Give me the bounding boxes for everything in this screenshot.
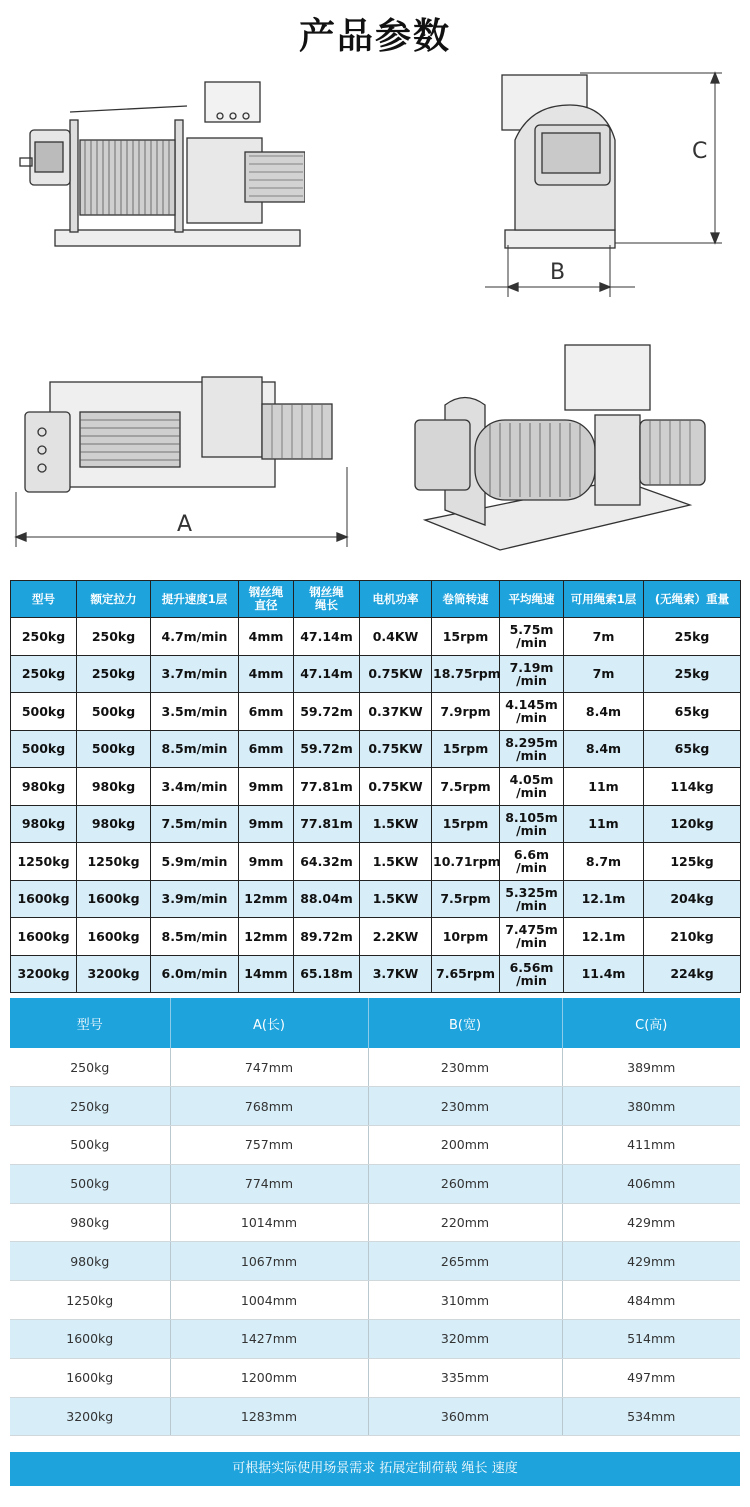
spec-table-cell: 500kg	[77, 730, 151, 768]
spec-table-cell: 500kg	[11, 693, 77, 731]
spec-table-cell: 250kg	[77, 618, 151, 656]
spec-table-cell: 18.75rpm	[432, 655, 500, 693]
spec-header-cell: 卷筒转速	[432, 581, 500, 618]
dimensions-table-row	[10, 1320, 740, 1359]
dimensions-table-row	[10, 1048, 740, 1087]
spec-table-cell: 8.295m /min	[500, 730, 564, 768]
spec-table-cell: 7.9rpm	[432, 693, 500, 731]
dimensions-table-cell: 1200mm	[170, 1358, 368, 1397]
spec-table-cell: 11m	[564, 805, 644, 843]
dimensions-table-cell: 1600kg	[10, 1358, 170, 1397]
spec-header-cell: (无绳索）重量	[644, 581, 741, 618]
dimensions-table-cell: 3200kg	[10, 1397, 170, 1436]
spec-table-cell: 980kg	[77, 768, 151, 806]
winch-isometric-view-drawing	[405, 335, 740, 565]
dimensions-table-row	[10, 1242, 740, 1281]
spec-table-cell: 0.75KW	[360, 768, 432, 806]
spec-table-cell: 1250kg	[11, 843, 77, 881]
spec-table-cell: 0.75KW	[360, 655, 432, 693]
spec-table-cell: 6mm	[239, 730, 294, 768]
spec-table-cell: 2.2KW	[360, 918, 432, 956]
dimensions-table-cell: 757mm	[170, 1126, 368, 1165]
spec-table-cell: 8.5m/min	[151, 918, 239, 956]
spec-table-cell: 1600kg	[77, 918, 151, 956]
spec-table-cell: 1600kg	[77, 880, 151, 918]
spec-table-cell: 12mm	[239, 880, 294, 918]
spec-table-cell: 88.04m	[294, 880, 360, 918]
spec-table-cell: 8.7m	[564, 843, 644, 881]
spec-table-cell: 7.5rpm	[432, 880, 500, 918]
dimensions-table-cell: 260mm	[368, 1164, 562, 1203]
spec-table-cell: 210kg	[644, 918, 741, 956]
spec-table-cell: 3.7m/min	[151, 655, 239, 693]
spec-table-cell: 7.475m /min	[500, 918, 564, 956]
spec-header-cell: 额定拉力	[77, 581, 151, 618]
spec-table-cell: 4.05m /min	[500, 768, 564, 806]
spec-table-cell: 0.4KW	[360, 618, 432, 656]
dimensions-table-cell: 500kg	[10, 1126, 170, 1165]
dimensions-table-cell: 310mm	[368, 1281, 562, 1320]
spec-table-cell: 8.4m	[564, 730, 644, 768]
spec-table-cell: 125kg	[644, 843, 741, 881]
spec-table-cell: 250kg	[11, 655, 77, 693]
dimensions-table-cell: 1014mm	[170, 1203, 368, 1242]
dimensions-table-cell: 411mm	[562, 1126, 740, 1165]
spec-table-cell: 12.1m	[564, 880, 644, 918]
spec-table-row	[11, 693, 741, 731]
spec-table-row	[11, 730, 741, 768]
spec-table-cell: 1.5KW	[360, 805, 432, 843]
spec-table-cell: 11.4m	[564, 955, 644, 993]
spec-table-cell: 9mm	[239, 768, 294, 806]
spec-table-row	[11, 880, 741, 918]
dimensions-table-cell: 230mm	[368, 1087, 562, 1126]
spec-table-cell: 14mm	[239, 955, 294, 993]
spec-table-cell: 500kg	[11, 730, 77, 768]
spec-table-cell: 5.75m /min	[500, 618, 564, 656]
dimensions-table-row	[10, 1126, 740, 1165]
spec-table-cell: 224kg	[644, 955, 741, 993]
dimensions-table-cell: 514mm	[562, 1320, 740, 1359]
spec-table-cell: 4.7m/min	[151, 618, 239, 656]
dimensions-table-cell: 768mm	[170, 1087, 368, 1126]
dimensions-table-cell: 380mm	[562, 1087, 740, 1126]
spec-header-cell: 钢丝绳 绳长	[294, 581, 360, 618]
spec-table-cell: 8.5m/min	[151, 730, 239, 768]
spec-table-cell: 204kg	[644, 880, 741, 918]
spec-table-cell: 0.37KW	[360, 693, 432, 731]
spec-table-cell: 59.72m	[294, 693, 360, 731]
spec-table	[10, 580, 741, 993]
dimensions-table-cell: 429mm	[562, 1242, 740, 1281]
dims-header-cell: A(长)	[170, 998, 368, 1048]
dimensions-table-cell: 429mm	[562, 1203, 740, 1242]
spec-table-cell: 8.4m	[564, 693, 644, 731]
spec-table-cell: 114kg	[644, 768, 741, 806]
dimensions-table-cell: 200mm	[368, 1126, 562, 1165]
spec-table-header-row	[11, 581, 741, 618]
dimensions-table-cell: 1250kg	[10, 1281, 170, 1320]
spec-table-row	[11, 655, 741, 693]
spec-table-cell: 15rpm	[432, 730, 500, 768]
spec-table-cell: 8.105m /min	[500, 805, 564, 843]
spec-table-cell: 6mm	[239, 693, 294, 731]
spec-table-cell: 4mm	[239, 655, 294, 693]
dimensions-table-cell: 497mm	[562, 1358, 740, 1397]
dimensions-table-header-row	[10, 998, 740, 1048]
spec-table-cell: 0.75KW	[360, 730, 432, 768]
dimensions-table-cell: 320mm	[368, 1320, 562, 1359]
spec-table-cell: 12.1m	[564, 918, 644, 956]
dimensions-table-cell: 484mm	[562, 1281, 740, 1320]
dimensions-table-cell: 360mm	[368, 1397, 562, 1436]
spec-table-cell: 25kg	[644, 618, 741, 656]
spec-table-cell: 980kg	[77, 805, 151, 843]
spec-table-cell: 7m	[564, 618, 644, 656]
spec-table-cell: 3200kg	[77, 955, 151, 993]
spec-table-cell: 120kg	[644, 805, 741, 843]
dimensions-table-row	[10, 1281, 740, 1320]
spec-table-cell: 4.145m /min	[500, 693, 564, 731]
dimension-b-label: B	[550, 260, 566, 285]
spec-table-cell: 64.32m	[294, 843, 360, 881]
spec-table-cell: 7.5m/min	[151, 805, 239, 843]
spec-table-cell: 6.6m /min	[500, 843, 564, 881]
spec-table-cell: 1.5KW	[360, 843, 432, 881]
spec-table-cell: 10.71rpm	[432, 843, 500, 881]
dimensions-table-cell: 1067mm	[170, 1242, 368, 1281]
dimensions-table-cell: 774mm	[170, 1164, 368, 1203]
dimensions-table-row	[10, 1358, 740, 1397]
spec-table-cell: 10rpm	[432, 918, 500, 956]
dimensions-table-cell: 747mm	[170, 1048, 368, 1087]
spec-table-cell: 1600kg	[11, 880, 77, 918]
spec-table-cell: 15rpm	[432, 618, 500, 656]
dimensions-table-cell: 1283mm	[170, 1397, 368, 1436]
spec-header-cell: 可用绳索1层	[564, 581, 644, 618]
dims-header-cell: 型号	[10, 998, 170, 1048]
spec-table-cell: 7.5rpm	[432, 768, 500, 806]
winch-top-view-drawing	[10, 372, 355, 552]
spec-table-cell: 6.0m/min	[151, 955, 239, 993]
spec-table-cell: 3.5m/min	[151, 693, 239, 731]
spec-table-cell: 980kg	[11, 805, 77, 843]
spec-table-cell: 250kg	[11, 618, 77, 656]
spec-table-cell: 7m	[564, 655, 644, 693]
spec-table-cell: 3.9m/min	[151, 880, 239, 918]
dimensions-table-cell: 1427mm	[170, 1320, 368, 1359]
spec-table-cell: 5.325m /min	[500, 880, 564, 918]
spec-table-row	[11, 843, 741, 881]
dimensions-table-cell: 265mm	[368, 1242, 562, 1281]
dimension-a-label: A	[177, 512, 193, 537]
spec-header-cell: 平均绳速	[500, 581, 564, 618]
dimensions-table-cell: 389mm	[562, 1048, 740, 1087]
winch-side-view-drawing	[470, 65, 740, 305]
spec-table-cell: 9mm	[239, 805, 294, 843]
spec-table-cell: 1.5KW	[360, 880, 432, 918]
dimensions-table-cell: 1600kg	[10, 1320, 170, 1359]
dimensions-table-cell: 1004mm	[170, 1281, 368, 1320]
spec-table-cell: 59.72m	[294, 730, 360, 768]
spec-table-cell: 1600kg	[11, 918, 77, 956]
dimensions-table-row	[10, 1397, 740, 1436]
spec-table-cell: 65kg	[644, 730, 741, 768]
dimensions-table	[10, 998, 740, 1436]
spec-table-cell: 77.81m	[294, 805, 360, 843]
spec-table-cell: 65kg	[644, 693, 741, 731]
dimensions-table-cell: 220mm	[368, 1203, 562, 1242]
spec-header-cell: 电机功率	[360, 581, 432, 618]
spec-table-cell: 1250kg	[77, 843, 151, 881]
spec-table-cell: 15rpm	[432, 805, 500, 843]
spec-table-row	[11, 918, 741, 956]
dimensions-table-row	[10, 1203, 740, 1242]
spec-table-cell: 7.19m /min	[500, 655, 564, 693]
footer-banner: 可根据实际使用场景需求 拓展定制荷载 绳长 速度	[10, 1452, 740, 1486]
spec-table-row	[11, 768, 741, 806]
page-title: 产品参数	[298, 16, 451, 57]
spec-table-row	[11, 955, 741, 993]
dimensions-table-cell: 980kg	[10, 1203, 170, 1242]
spec-table-cell: 77.81m	[294, 768, 360, 806]
dimensions-table-cell: 250kg	[10, 1087, 170, 1126]
spec-table-cell: 25kg	[644, 655, 741, 693]
spec-table-cell: 980kg	[11, 768, 77, 806]
spec-table-cell: 500kg	[77, 693, 151, 731]
spec-table-cell: 3200kg	[11, 955, 77, 993]
dimensions-table-cell: 500kg	[10, 1164, 170, 1203]
winch-front-view-drawing	[15, 70, 305, 255]
dimension-c-label: C	[692, 139, 708, 164]
spec-header-cell: 型号	[11, 581, 77, 618]
spec-table-row	[11, 805, 741, 843]
spec-table-cell: 5.9m/min	[151, 843, 239, 881]
dims-header-cell: C(高)	[562, 998, 740, 1048]
spec-table-cell: 7.65rpm	[432, 955, 500, 993]
dimensions-table-row	[10, 1164, 740, 1203]
spec-table-cell: 11m	[564, 768, 644, 806]
dims-header-cell: B(宽)	[368, 998, 562, 1048]
spec-table-row	[11, 618, 741, 656]
spec-table-cell: 47.14m	[294, 655, 360, 693]
spec-table-cell: 47.14m	[294, 618, 360, 656]
spec-header-cell: 钢丝绳 直径	[239, 581, 294, 618]
dimensions-table-cell: 980kg	[10, 1242, 170, 1281]
spec-table-cell: 3.4m/min	[151, 768, 239, 806]
spec-table-cell: 4mm	[239, 618, 294, 656]
dimensions-table-cell: 406mm	[562, 1164, 740, 1203]
spec-table-cell: 65.18m	[294, 955, 360, 993]
dimensions-table-cell: 335mm	[368, 1358, 562, 1397]
dimensions-table-cell: 230mm	[368, 1048, 562, 1087]
spec-table-cell: 3.7KW	[360, 955, 432, 993]
spec-table-cell: 6.56m /min	[500, 955, 564, 993]
spec-table-cell: 89.72m	[294, 918, 360, 956]
spec-table-cell: 9mm	[239, 843, 294, 881]
dimensions-table-cell: 250kg	[10, 1048, 170, 1087]
spec-table-cell: 250kg	[77, 655, 151, 693]
dimensions-table-row	[10, 1087, 740, 1126]
spec-header-cell: 提升速度1层	[151, 581, 239, 618]
spec-table-cell: 12mm	[239, 918, 294, 956]
dimensions-table-cell: 534mm	[562, 1397, 740, 1436]
